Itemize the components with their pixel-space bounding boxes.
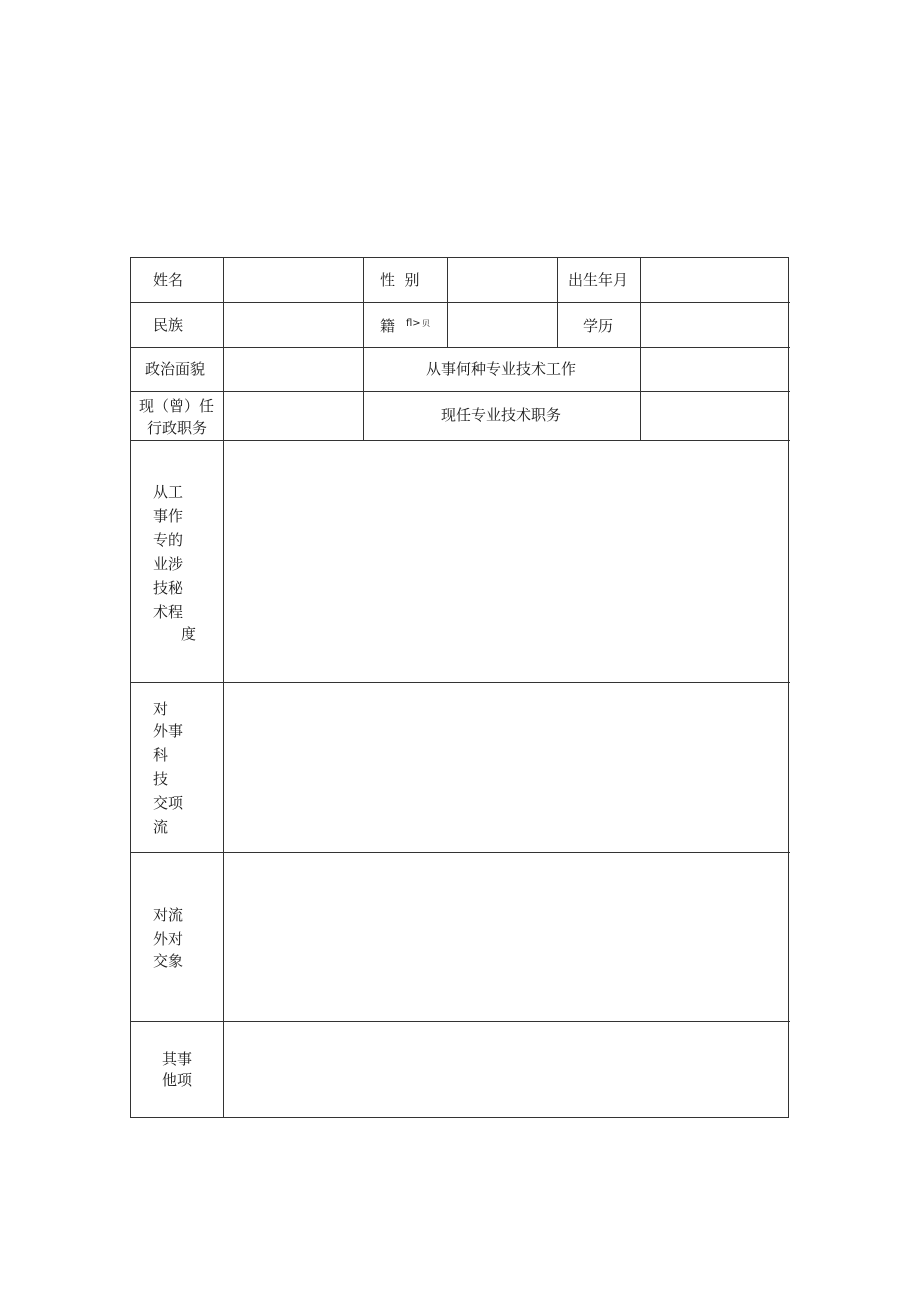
political-status-field[interactable]	[224, 348, 362, 390]
admin-position-label: 现（曾）任	[139, 397, 215, 415]
gender-label: 性 别	[380, 271, 420, 289]
exchange-items-label: 外事	[153, 722, 184, 740]
exchange-items-label: 对	[153, 700, 169, 718]
native-place-field[interactable]	[448, 304, 556, 346]
technical-title-label: 现任专业技术职务	[441, 406, 562, 424]
exchange-partner-label: 外对	[153, 930, 184, 948]
other-items-field[interactable]	[224, 1022, 788, 1117]
other-items-label: 其事	[162, 1050, 193, 1068]
exchange-items-label: 交项	[153, 794, 184, 812]
name-field[interactable]	[224, 259, 362, 301]
exchange-partner-label: 交象	[153, 952, 184, 970]
exchange-items-label: 技	[153, 770, 169, 788]
technical-title-field[interactable]	[641, 392, 788, 439]
education-label: 学历	[583, 317, 614, 335]
secret-level-label: 事作	[153, 507, 184, 525]
ethnicity-field[interactable]	[224, 304, 362, 346]
registration-form	[130, 257, 789, 1118]
exchange-items-field[interactable]	[224, 683, 788, 851]
exchange-partner-label: 对流	[153, 906, 184, 924]
secret-level-label: 从工	[153, 483, 184, 501]
admin-position-label: 行政职务	[147, 419, 208, 437]
birth-date-label: 出生年月	[568, 271, 629, 289]
education-field[interactable]	[641, 304, 788, 346]
native-place-glyph: 贝	[422, 319, 430, 328]
row-divider	[131, 302, 790, 303]
secret-level-label: 专的	[153, 531, 184, 549]
secret-level-label: 业涉	[153, 555, 184, 573]
exchange-partner-field[interactable]	[224, 853, 788, 1020]
name-label: 姓名	[153, 271, 184, 289]
native-place-label: 籍	[380, 317, 396, 335]
birth-date-field[interactable]	[641, 259, 788, 301]
exchange-items-label: 流	[153, 818, 169, 836]
native-place-glyph: fl>	[406, 318, 421, 329]
column-divider	[557, 258, 558, 347]
gender-field[interactable]	[448, 259, 556, 301]
secret-level-label: 度	[181, 625, 197, 643]
column-divider	[363, 258, 364, 440]
professional-field-label: 从事何种专业技术工作	[426, 360, 577, 378]
secret-level-field[interactable]	[224, 441, 788, 681]
ethnicity-label: 民族	[153, 316, 184, 334]
admin-position-field[interactable]	[224, 392, 362, 439]
professional-field-field[interactable]	[641, 348, 788, 390]
secret-level-label: 术程	[153, 603, 184, 621]
other-items-label: 他项	[162, 1071, 193, 1089]
political-status-label: 政治面貌	[145, 360, 206, 378]
secret-level-label: 技秘	[153, 579, 184, 597]
exchange-items-label: 科	[153, 746, 169, 764]
